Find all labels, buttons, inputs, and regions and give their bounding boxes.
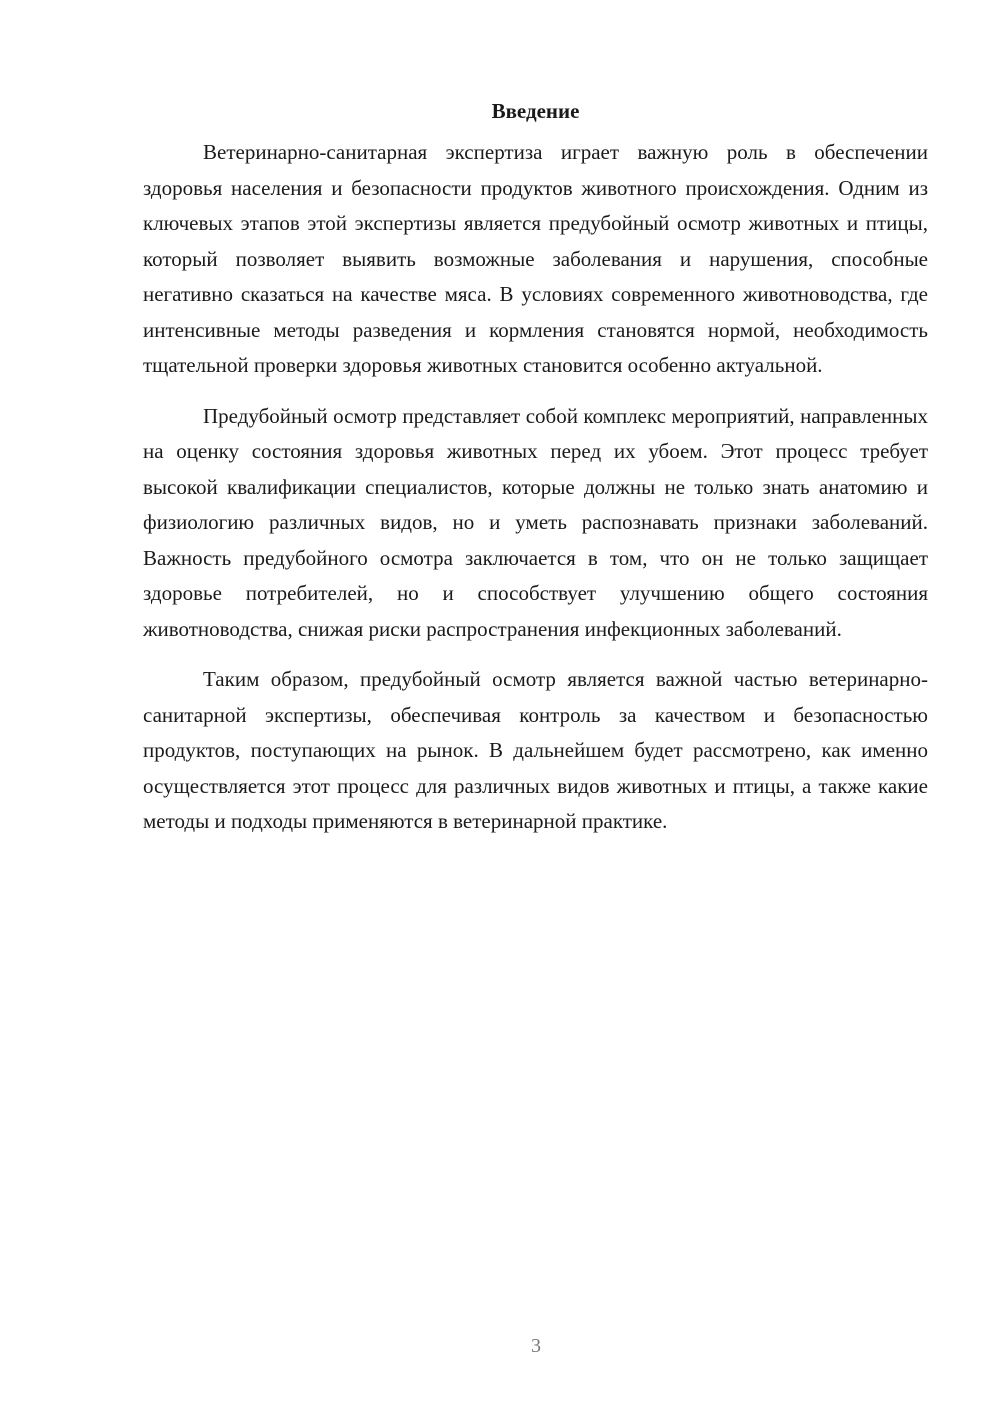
document-body — [143, 94, 928, 855]
paragraph-conclusion: Таким образом, предубойный осмотр является важной частью ветеринарно-санитарной экспертизы, обеспечивая контроль за качеством и безопасностью продуктов, поступающих на рынок. В дальнейшем будет рассмотрено, как именно осуществляется этот процесс для различных видов животных и птицы, а также какие методы и подходы применяются в ветеринарной практике. — [143, 667, 928, 833]
section-heading: Введение — [491, 99, 580, 123]
paragraph-intro: Ветеринарно-санитарная экспертиза играет важную роль в обеспечении здоровья населения и безопасности продуктов животного происхождения. Одним из ключевых этапов этой экспертизы является предубойный осмотр животных и птицы, который позволяет выявить возможные заболевания и нарушения, способные негативно сказаться на качестве мяса. В условиях современного животноводства, где интенсивные методы разведения и кормления становятся нормой, необходимость тщательной проверки здоровья животных становится особенно актуальной. — [143, 140, 928, 377]
page-number: 3 — [531, 1335, 541, 1357]
paragraph-preslaughter-inspection: Предубойный осмотр представляет собой комплекс мероприятий, направленных на оценку состояния здоровья животных перед их убоем. Этот процесс требует высокой квалификации специалистов, которые должны не только знать анатомию и физиологию различных видов, но и уметь распознавать признаки заболеваний. Важность предубойного осмотра заключается в том, что он не только защищает здоровье потребителей, но и способствует улучшению общего состояния животноводства, снижая риски распространения инфекционных заболеваний. — [143, 403, 928, 641]
